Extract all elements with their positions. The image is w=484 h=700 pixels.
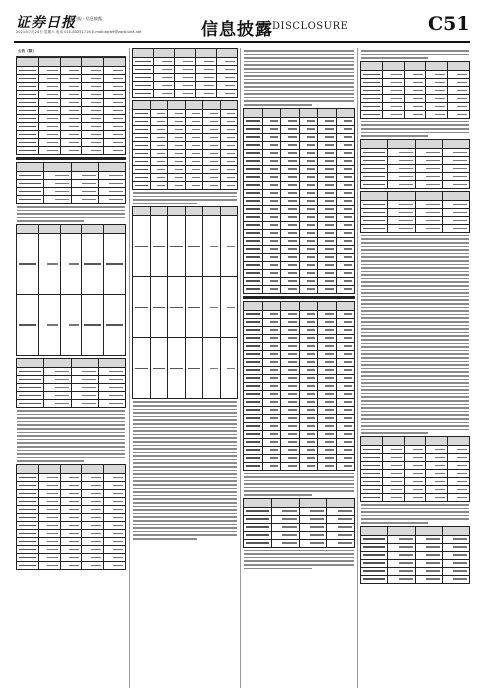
financial-table-1 <box>16 57 126 155</box>
masthead-rule <box>14 41 470 43</box>
column-3 <box>243 48 355 690</box>
details-table <box>16 224 126 356</box>
column-4 <box>360 48 470 690</box>
body-text <box>133 401 237 539</box>
section-title-english: DISCLOSURE <box>272 21 349 32</box>
column-1 <box>16 48 126 690</box>
body-text <box>17 206 125 222</box>
financial-table-6 <box>132 100 238 190</box>
details-table <box>132 206 238 399</box>
financial-table-9 <box>243 498 355 548</box>
newspaper-logo: 证券日报 <box>16 15 76 31</box>
table-separator <box>243 296 355 299</box>
financial-table-11 <box>360 139 470 189</box>
masthead <box>0 0 484 44</box>
page-number: C51 <box>428 13 470 35</box>
column-divider <box>357 48 358 688</box>
body-text <box>244 550 354 570</box>
financial-table-13 <box>360 436 470 502</box>
financial-table-7 <box>243 108 355 294</box>
body-text <box>361 50 469 59</box>
section-title: 信息披露 <box>201 20 273 40</box>
body-text <box>244 473 354 496</box>
column-2 <box>132 48 238 690</box>
column-title: 公告（续） <box>16 48 126 57</box>
financial-table-3 <box>16 358 126 408</box>
financial-table-4 <box>16 464 126 570</box>
body-text <box>133 192 237 204</box>
financial-table-12 <box>360 191 470 233</box>
body-text <box>17 410 125 462</box>
logo-subtitle: 证券日报 · 信息披露 <box>66 16 102 21</box>
body-text <box>361 121 469 137</box>
column-divider <box>129 48 130 688</box>
financial-table-10 <box>360 61 470 119</box>
body-text <box>244 50 354 106</box>
financial-table-8 <box>243 301 355 471</box>
body-text <box>361 235 469 434</box>
column-divider <box>240 48 241 688</box>
financial-table-5 <box>132 48 238 98</box>
dateline: 2021年7月24日 星期六 电话 010-83251716 E-mail:zqrb9@zqrb.sina.net <box>16 30 142 34</box>
body-text <box>361 504 469 524</box>
financial-table-14 <box>360 526 470 584</box>
financial-table-2 <box>16 162 126 204</box>
table-separator <box>16 157 126 160</box>
